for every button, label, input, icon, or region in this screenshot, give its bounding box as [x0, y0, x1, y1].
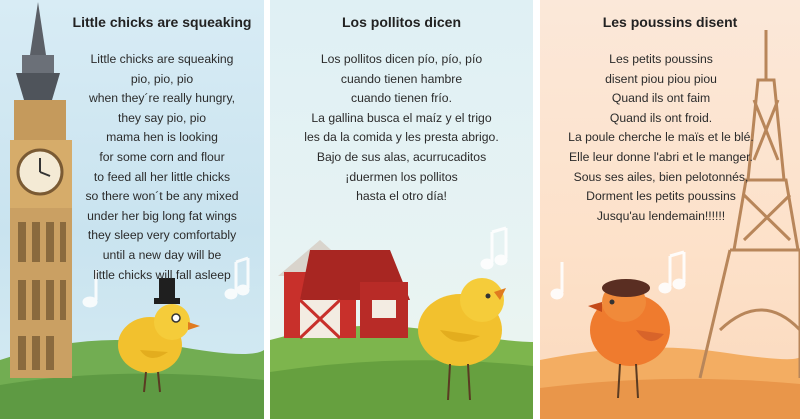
poem-line: so there won´t be any mixed: [85, 189, 239, 204]
poem-line: they sleep very comfortably: [87, 228, 237, 243]
red-barn-icon: [278, 240, 410, 338]
music-note-icon: [482, 228, 506, 268]
panel-english-title: Little chicks are squeaking: [72, 14, 252, 30]
poem-line: under her big long fat wings: [87, 208, 237, 223]
poem-line: when they´re really hungry,: [88, 91, 236, 106]
poem-line: La poule cherche le maïs et le blé.: [568, 130, 754, 145]
poem-line: hasta el otro día!: [356, 189, 447, 204]
panel-spanish-poem: [270, 50, 533, 207]
panel-french: [540, 0, 800, 419]
poem-line: Sous ses ailes, bien pelotonnés,: [573, 169, 749, 184]
poem-line: to feed all her little chicks: [93, 169, 231, 184]
poem-line: Jusqu'au lendemain!!!!!!: [596, 208, 726, 223]
poem-line: Dorment les petits poussins: [586, 189, 736, 204]
poem-line: Quand ils ont froid.: [609, 110, 713, 125]
poem-line: Les petits poussins: [609, 52, 713, 66]
poem-line: for some corn and flour: [99, 149, 225, 164]
poem-line: Los pollitos dicen pío, pío, pío: [320, 52, 483, 66]
poem-line: Little chicks are squeaking: [90, 52, 234, 66]
poem-line: little chicks will fall asleep: [93, 267, 231, 282]
poem-line: La gallina busca el maíz y el trigo: [311, 110, 492, 125]
poem-line: Quand ils ont faim: [611, 91, 711, 106]
poem-line: disent piou piou piou: [605, 71, 717, 86]
panel-spanish: [270, 0, 533, 419]
panel-english-poem: [60, 50, 264, 285]
panel-french-poem: [540, 50, 782, 226]
panel-french-title: Les poussins disent: [602, 14, 738, 30]
poem-line: ¡duermen los pollitos: [345, 169, 458, 184]
panel-spanish-title: Los pollitos dicen: [341, 14, 461, 30]
poem-line: cuando tienen frío.: [351, 91, 452, 106]
panel-english: [0, 0, 264, 419]
poem-line: Bajo de sus alas, acurrucaditos: [316, 149, 487, 164]
poem-line: cuando tienen hambre: [340, 71, 463, 86]
poem-line: Elle leur donne l'abri et le manger.: [569, 149, 753, 164]
poem-line: until a new day will be: [102, 247, 222, 262]
poem-line: they say pio, pio: [117, 110, 207, 125]
poem-line: les da la comida y les presta abrigo.: [304, 130, 499, 145]
poem-line: pio, pio, pio: [130, 71, 194, 86]
poem-line: mama hen is looking: [106, 130, 218, 145]
